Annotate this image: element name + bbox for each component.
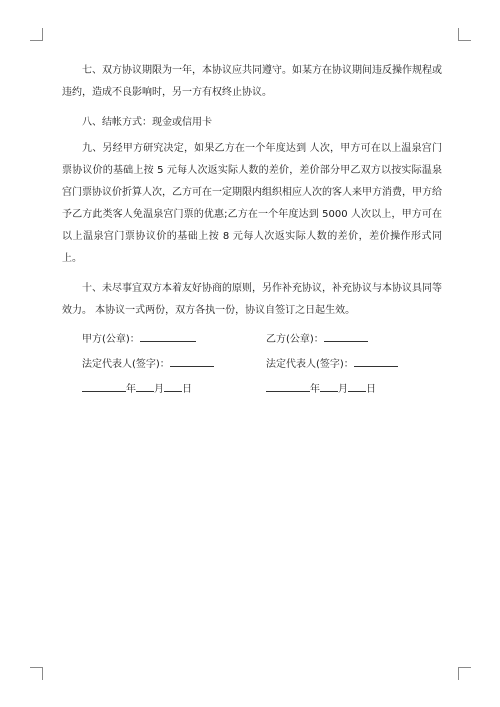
party-a-month-blank[interactable] [136,380,154,392]
party-a-seal-blank[interactable] [140,330,196,342]
clause-10: 十、未尽事宜双方本着友好协商的原则，另作补充协议，补充协议与本协议具同等效力。 本协议一式两份，双方各执一份，协议自签订之日起生效。 [62,283,442,316]
party-b-day-blank[interactable] [348,380,366,392]
party-b-seal [266,330,442,349]
party-b-date [266,380,442,399]
party-a-seal [82,330,258,349]
clause-8: 八、结帐方式：现金或信用卡 [82,117,212,128]
crop-mark-top-right [458,28,471,41]
party-b-year-blank[interactable] [266,380,310,392]
crop-mark-bottom-right [458,667,471,680]
party-a-rep-blank[interactable] [170,355,214,367]
party-b-year-label: 年 [310,384,320,395]
party-a-month-label: 月 [154,384,164,395]
seal-row [62,330,442,349]
party-b-rep-label: 法定代表人(签字)： [266,359,354,370]
party-a-day-blank[interactable] [164,380,182,392]
party-b-seal-label: 乙方(公章)： [266,334,324,345]
clause-9: 九、另经甲方研究决定，如果乙方在一个年度达到 人次，甲方可在以上温泉宫门票协议价的基础上按 5 元每人次返实际人数的差价，差价部分甲乙双方以按实际温泉宫门票协议价折算人次，乙方可在一定期限内组织相应人次的客人来甲方消费，甲方给予乙方此类客人免温泉宫门票的优惠;乙方在一个年度达到 5000 人次以上，甲方可在以上温泉宫门票协议价的基础上按 8 元每人次返实际人数的差价，差价操作形式同上。 [62,143,442,264]
party-b-month-label: 月 [338,384,348,395]
party-b-rep [266,355,442,374]
representative-row [62,355,442,374]
party-b-seal-blank[interactable] [324,330,368,342]
crop-mark-bottom-left [30,667,43,680]
document-body [62,60,442,405]
party-b-rep-blank[interactable] [354,355,398,367]
clause-7: 七、双方协议期限为一年，本协议应共同遵守。如某方在协议期间违反操作规程或违约，造成不良影响时，另一方有权终止协议。 [62,65,442,98]
party-a-seal-label: 甲方(公章)： [82,334,140,345]
party-b-month-blank[interactable] [320,380,338,392]
party-a-year-label: 年 [126,384,136,395]
party-a-date [82,380,258,399]
party-a-rep-label: 法定代表人(签字)： [82,359,170,370]
date-row [62,380,442,399]
crop-mark-top-left [30,28,43,41]
party-b-day-label: 日 [366,384,376,395]
party-a-rep [82,355,258,374]
party-a-day-label: 日 [182,384,192,395]
party-a-year-blank[interactable] [82,380,126,392]
